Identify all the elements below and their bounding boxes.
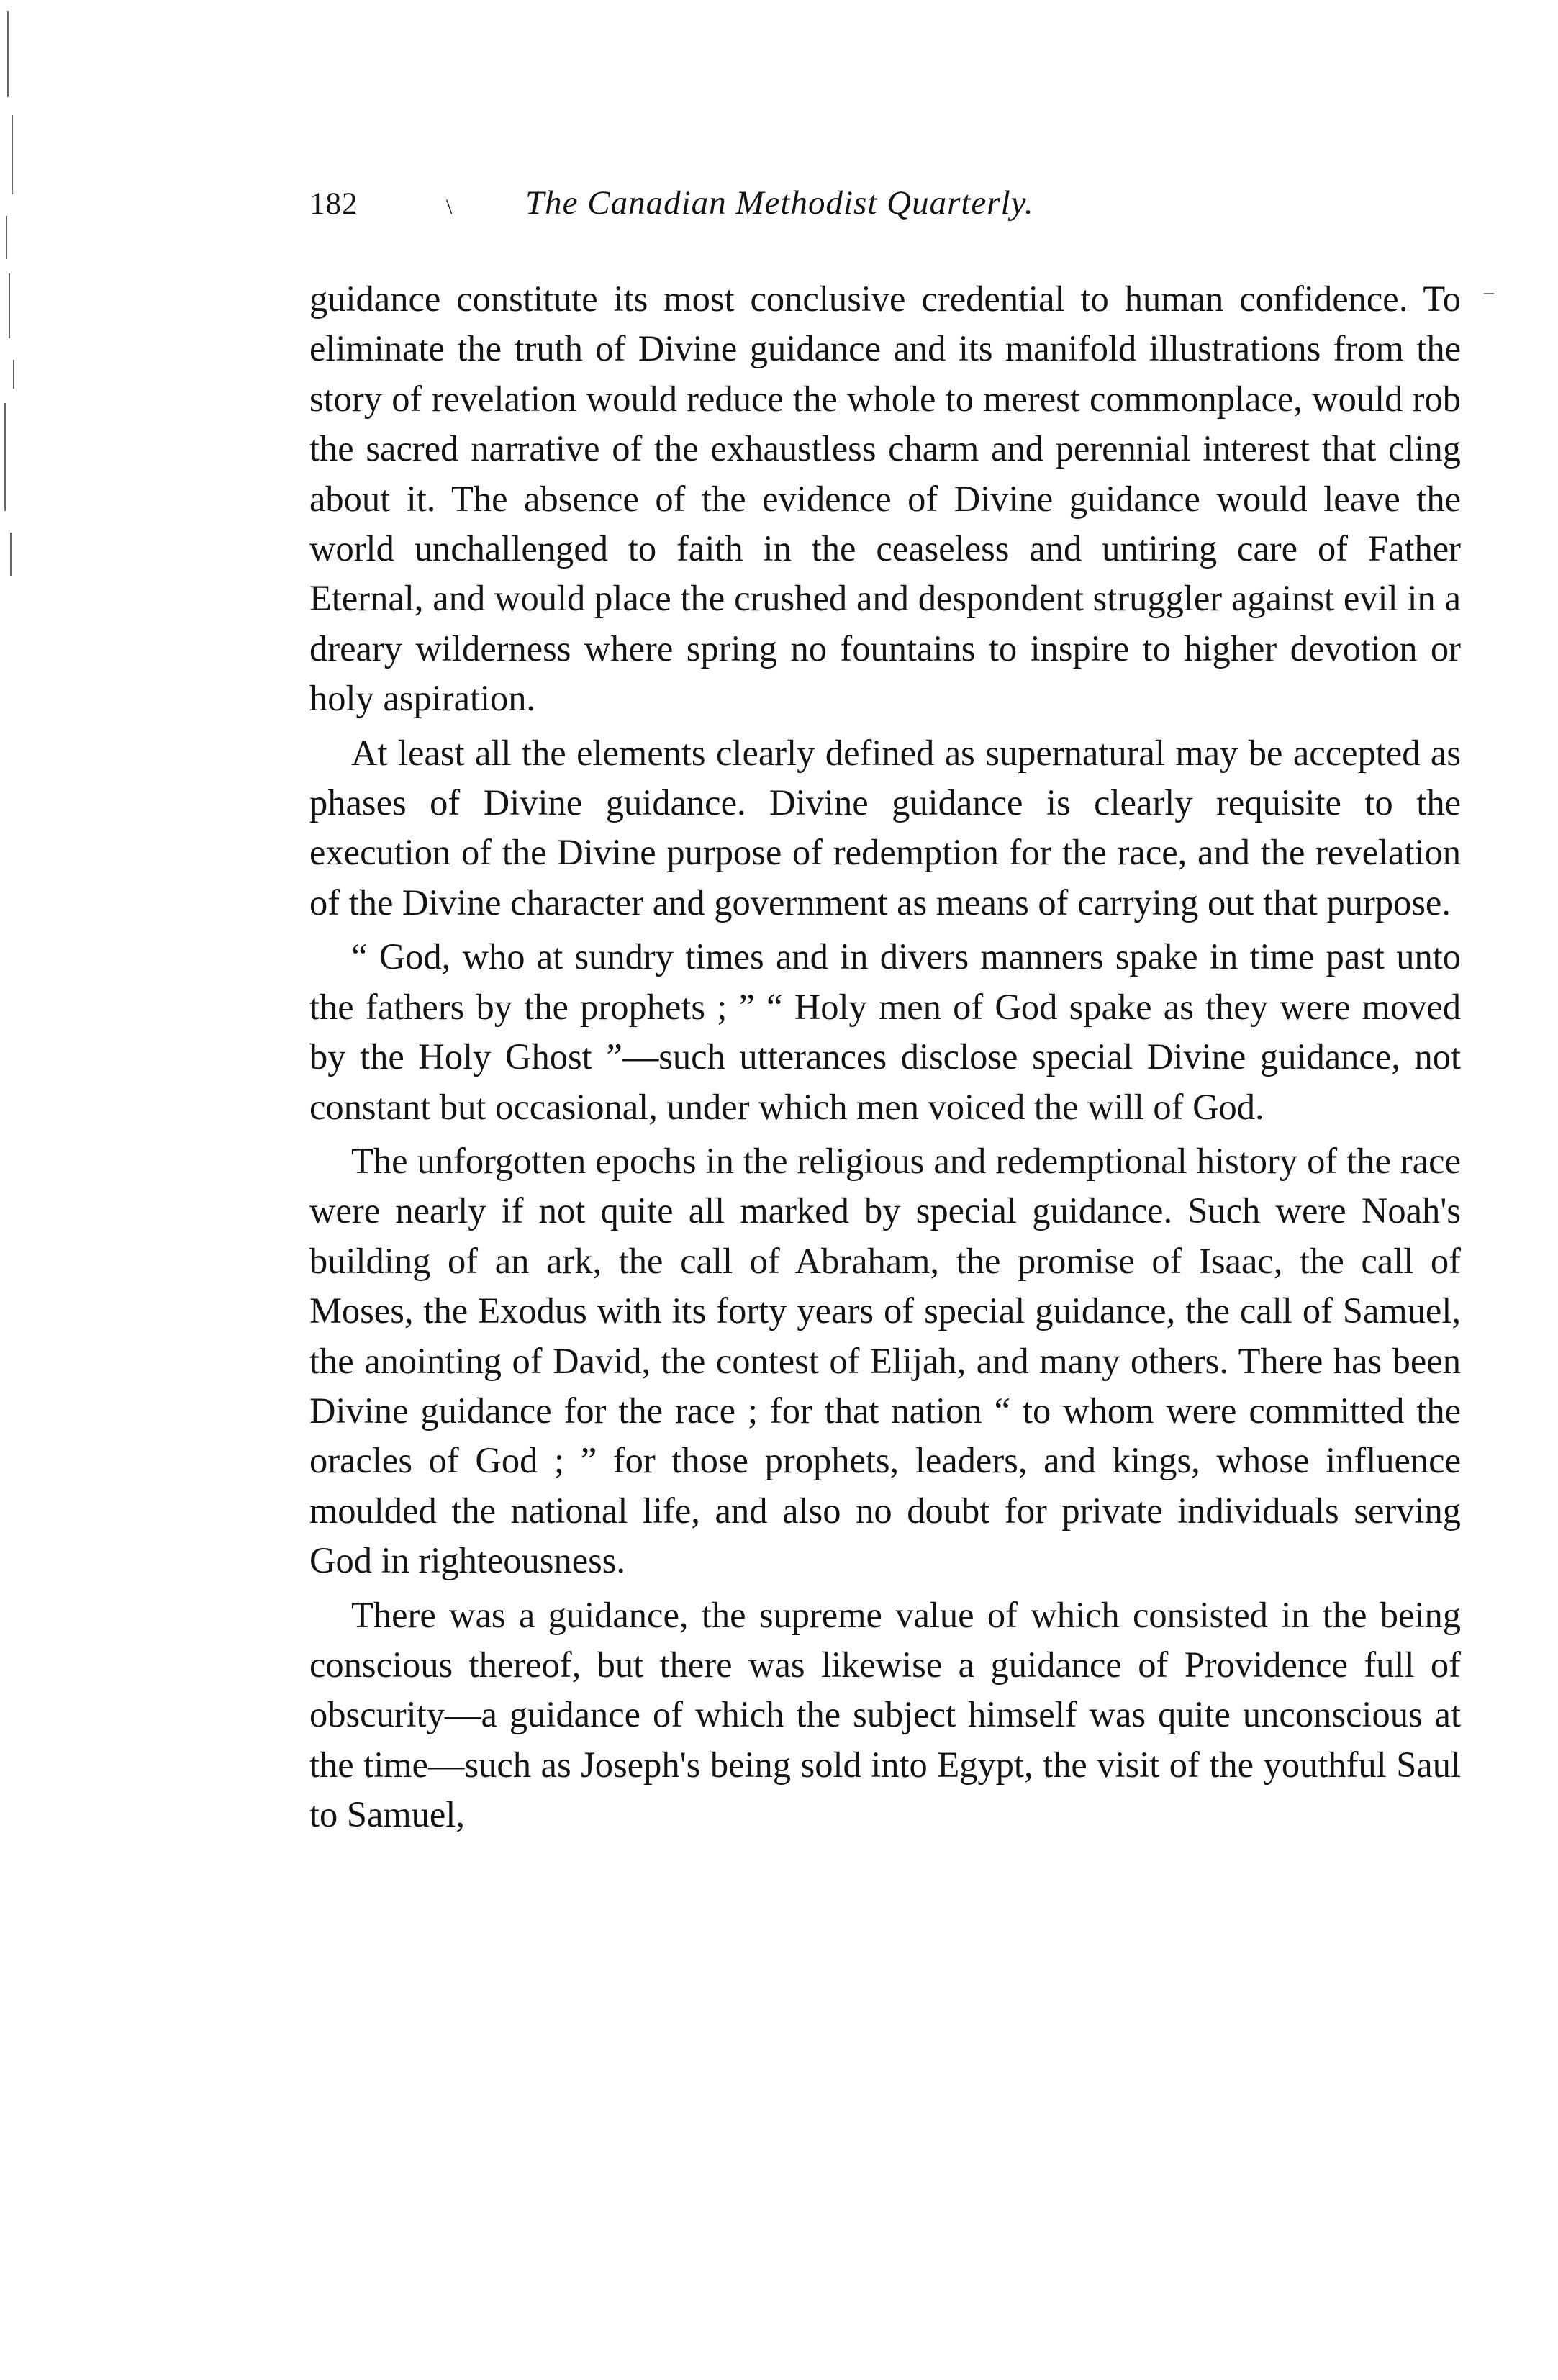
journal-title: The Canadian Methodist Quarterly.	[525, 184, 1034, 222]
book-page	[309, 184, 1461, 1840]
binding-edge-marks	[0, 0, 29, 900]
page-number: 182	[309, 187, 358, 221]
margin-dash	[1484, 293, 1494, 294]
paragraph-1: guidance constitute its most conclusive credential to human confidence. To eliminate the truth of Divine guidance and its manifold illustrations from the story of revelation would reduce the whole to merest commonplace, would rob the sacred narrative of the exhaustless charm and perennial interest that cling about it. The absence of the evidence of Divine guidance would leave the world unchallenged to faith in the ceaseless and untiring care of Father Eternal, and would place the crushed and despondent struggler against evil in a dreary wilderness where spring no fountains to inspire to higher devotion or holy aspiration.	[309, 279, 1461, 719]
paragraph-3: “ God, who at sundry times and in divers manners spake in time past unto the fathers by the prophets ; ” “ Holy men of God spake as they were moved by the Holy Ghost ”—such utterances disclose special Divine guidance, not constant but occasional, under which men voiced the will of God.	[309, 936, 1461, 1127]
header-mark: \	[446, 195, 453, 219]
paragraph-2: At least all the elements clearly defined as supernatural may be accepted as phases of Divine guidance. Divine guidance is clearly requisite to the execution of the Divine purpose of redemption for the race, and the revelation of the Divine character and government as means of carrying out that purpose.	[309, 732, 1461, 923]
paragraph-4: The unforgotten epochs in the religious and redemptional history of the race were nearly if not quite all marked by special guidance. Such were Noah's building of an ark, the call of Abraham, the promise of Isaac, the call of Moses, the Exodus with its forty years of special guidance, the call of Samuel, the anointing of David, the contest of Elijah, and many others. There has been Divine guidance for the race ; for that nation “ to whom were committed the oracles of God ; ” for those prophets, leaders, and kings, whose influence moulded the national life, and also no doubt for private individuals serving God in righteousness.	[309, 1140, 1461, 1581]
body-text	[309, 274, 1461, 1840]
running-header	[309, 184, 1461, 241]
paragraph-5: There was a guidance, the supreme value of which consisted in the being conscious thereof, but there was likewise a guidance of Providence full of obscurity—a guidance of which the subject himself was quite unconscious at the time—such as Joseph's being sold into Egypt, the visit of the youthful Saul to Samuel,	[309, 1594, 1461, 1835]
